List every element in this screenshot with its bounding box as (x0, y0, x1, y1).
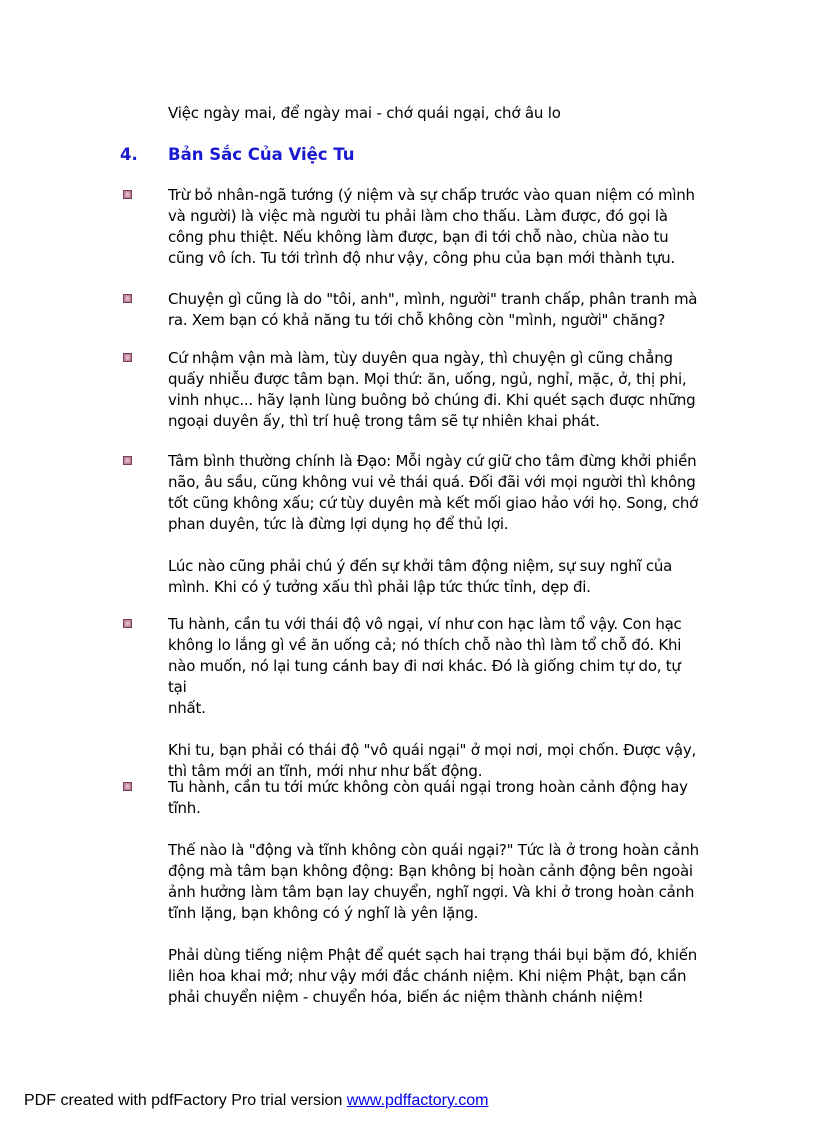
intro-line: Việc ngày mai, để ngày mai - chớ quái ngại, chớ âu lo (168, 104, 561, 122)
bullet-icon (123, 190, 132, 199)
list-item (120, 289, 700, 331)
footer-link[interactable]: www.pdffactory.com (346, 1092, 489, 1109)
list-item (120, 185, 700, 269)
item-paragraph: Tu hành, cần tu tới mức không còn quái ngại trong hoàn cảnh động hay tĩnh. (168, 778, 688, 817)
item-paragraph: Cứ nhậm vận mà làm, tùy duyên qua ngày, thì chuyện gì cũng chẳng quấy nhiễu được tâm bạn. Mọi thứ: ăn, uống, ngủ, nghỉ, mặc, ở, thị phi, vinh nhục... hãy lạnh lùng buông bỏ chúng đi. Khi quét sạch được những ngoại duyên ấy, thì trí huệ trong tâm sẽ tự nhiên khai phát. (168, 349, 696, 430)
item-paragraph: Khi tu, bạn phải có thái độ "vô quái ngại" ở mọi nơi, mọi chốn. Được vậy, thì tâm mới an tĩnh, mới như như bất động. (168, 741, 696, 780)
list-item (120, 777, 700, 1008)
item-paragraph: Lúc nào cũng phải chú ý đến sự khởi tâm động niệm, sự suy nghĩ của mình. Khi có ý tưởng xấu thì phải lập tức thức tỉnh, dẹp đi. (168, 557, 673, 596)
item-paragraph: Chuyện gì cũng là do "tôi, anh", mình, người" tranh chấp, phân tranh mà ra. Xem bạn có khả năng tu tới chỗ không còn "mình, người" chăng? (168, 290, 698, 329)
item-paragraph: Tâm bình thường chính là Đạo: Mỗi ngày cứ giữ cho tâm đừng khởi phiền não, âu sầu, cũng không vui vẻ thái quá. Đối đãi với mọi người thì không tốt cũng không xấu; cứ tùy duyên mà kết mối giao hảo với họ. Song, chớ phan duyên, tức là đừng lợi dụng họ để thủ lợi. (168, 452, 699, 533)
pdf-footer (24, 1091, 488, 1111)
bullet-icon (123, 456, 132, 465)
item-paragraph: Trừ bỏ nhân-ngã tướng (ý niệm và sự chấp trước vào quan niệm có mình và người) là việc mà người tu phải làm cho thấu. Làm được, đó gọi là công phu thiệt. Nếu không làm được, bạn đi tới chỗ nào, chùa nào tu cũng vô ích. Tu tới trình độ như vậy, công phu của bạn mới thành tựu. (168, 186, 695, 267)
bullet-icon (123, 353, 132, 362)
footer-text: PDF created with pdfFactory Pro trial version (24, 1092, 347, 1109)
list-item (120, 451, 700, 598)
section-heading (120, 144, 355, 166)
item-paragraph: Tu hành, cần tu với thái độ vô ngại, ví như con hạc làm tổ vậy. Con hạc không lo lắng gì về ăn uống cả; nó thích chỗ nào thì làm tổ chỗ đó. Khi nào muốn, nó lại tung cánh bay đi nơi khác. Đó là giống chim tự do, tự tại nhất. (168, 615, 682, 717)
item-paragraph: Thế nào là "động và tĩnh không còn quái ngại?" Tức là ở trong hoàn cảnh động mà tâm bạn không động: Bạn không bị hoàn cảnh động bên ngoài ảnh hưởng làm tâm bạn lay chuyển, nghĩ ngợi. Và khi ở trong hoàn cảnh tĩnh lặng, bạn không có ý nghĩ là yên lặng. (168, 841, 699, 922)
bullet-icon (123, 782, 132, 791)
bullet-icon (123, 619, 132, 628)
list-item (120, 614, 700, 782)
bullet-icon (123, 294, 132, 303)
item-paragraph: Phải dùng tiếng niệm Phật để quét sạch hai trạng thái bụi bặm đó, khiến liên hoa khai mở; như vậy mới đắc chánh niệm. Khi niệm Phật, bạn cần phải chuyển niệm - chuyển hóa, biến ác niệm thành chánh niệm! (168, 946, 698, 1006)
list-item (120, 348, 700, 432)
section-title: Bản Sắc Của Việc Tu (168, 145, 355, 164)
section-number: 4. (120, 145, 138, 164)
